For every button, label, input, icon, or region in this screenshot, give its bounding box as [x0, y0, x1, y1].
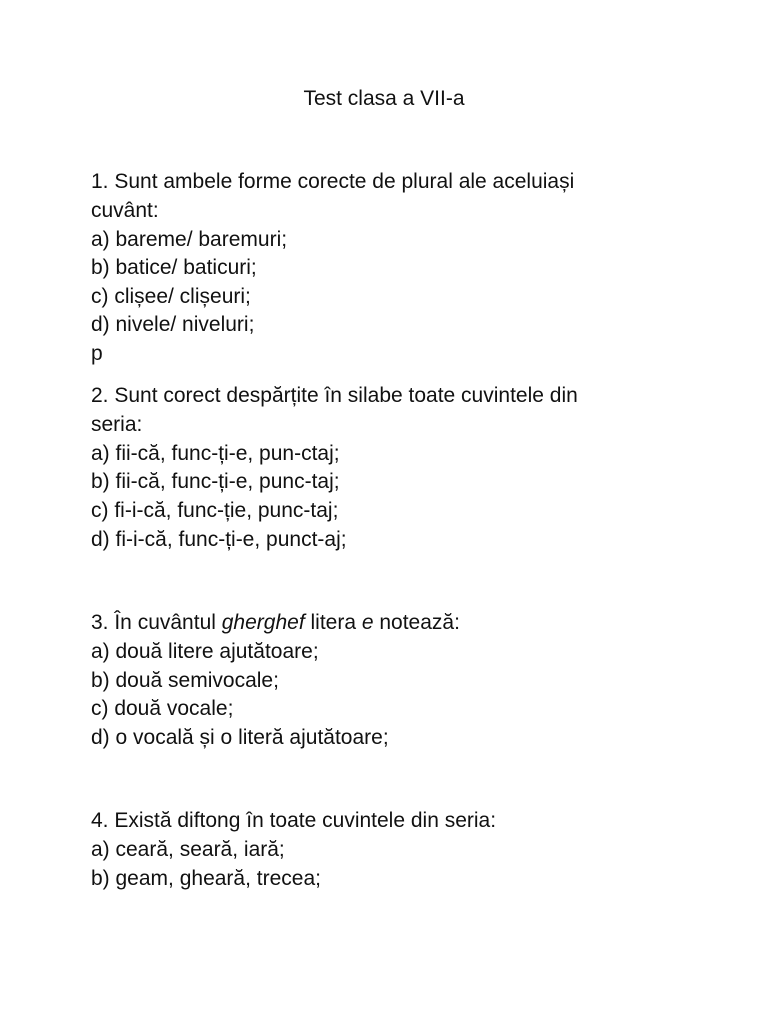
question-1-option-c: c) clișee/ clișeuri; [91, 285, 251, 308]
question-2-stem-line-1: 2. Sunt corect despărțite în silabe toate cuvintele din [91, 384, 578, 407]
question-2-option-b: b) fii-că, func-ți-e, punc-taj; [91, 470, 340, 493]
question-2-option-c: c) fi-i-că, func-ție, punc-taj; [91, 499, 339, 522]
question-3-stem-prefix: 3. În cuvântul [91, 611, 222, 634]
question-1-stem-line-1: 1. Sunt ambele forme corecte de plural ale aceluiași [91, 170, 575, 193]
question-3-option-a: a) două litere ajutătoare; [91, 640, 319, 663]
page-title: Test clasa a VII-a [303, 87, 465, 110]
question-3-stem [91, 609, 460, 637]
question-3-stem-word: gherghef [221, 611, 305, 634]
question-4-stem: 4. Există diftong în toate cuvintele din seria: [91, 809, 497, 832]
question-2-option-d: d) fi-i-că, func-ți-e, punct-aj; [91, 528, 347, 551]
question-1-stray-text: p [91, 342, 103, 365]
question-1-option-a: a) bareme/ baremuri; [91, 228, 288, 251]
question-3-option-d: d) o vocală și o literă ajutătoare; [91, 726, 389, 749]
question-3-option-b: b) două semivocale; [91, 669, 279, 692]
question-2-stem-line-2: seria: [91, 413, 143, 436]
question-3-stem-suffix: notează: [373, 611, 460, 634]
question-1-stem-line-2: cuvânt: [91, 199, 159, 222]
question-3-stem-middle: litera [304, 611, 362, 634]
question-1-option-b: b) batice/ baticuri; [91, 256, 257, 279]
question-2-option-a: a) fii-că, func-ți-e, pun-ctaj; [91, 442, 340, 465]
question-3-stem-letter: e [361, 611, 374, 634]
question-1-option-d: d) nivele/ niveluri; [91, 313, 255, 336]
question-4-option-a: a) ceară, seară, iară; [91, 838, 285, 861]
question-4-option-b: b) geam, gheară, trecea; [91, 867, 321, 890]
question-3-option-c: c) două vocale; [91, 697, 234, 720]
